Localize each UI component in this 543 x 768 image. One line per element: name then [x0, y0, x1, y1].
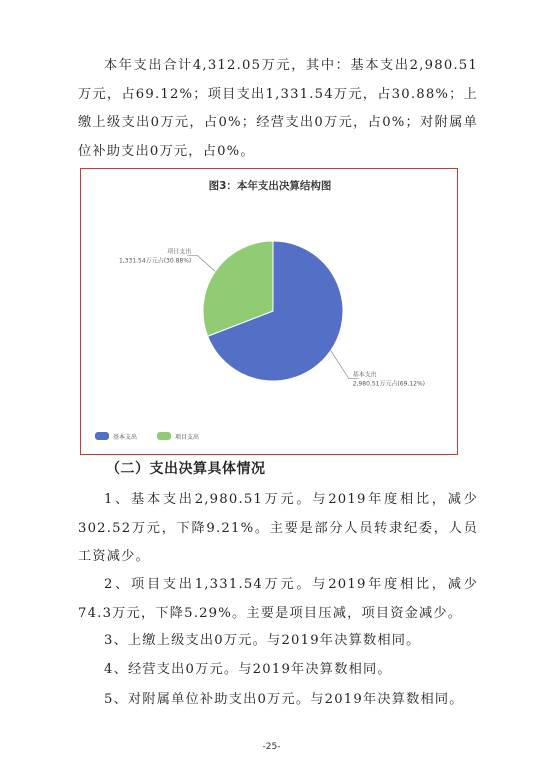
slice-label-value: 2,980.51万元占(69.12%) [352, 380, 426, 388]
legend-swatch [95, 432, 109, 440]
item-operating-expenditure: 4、经营支出0万元。与2019年决算数相同。 [104, 662, 392, 677]
slice-label-name: 项目支出 [167, 248, 192, 256]
chart-title: 图3：本年支出决算结构图 [208, 180, 332, 192]
legend-label: 项目支出 [175, 434, 200, 441]
summary-paragraph: 本年支出合计4,312.05万元，其中：基本支出2,980.51万元，占69.12%；项目支出1,331.54万元，占30.88%；上缴上级支出0万元，占0%；经营支出0万元，占0%；对附属单位补助支出0万元，占0%。 [78, 58, 478, 159]
chart-legend [95, 432, 199, 441]
slice-label-name: 基本支出 [352, 371, 377, 379]
section-heading: （二）支出决算具体情况 [106, 461, 266, 477]
pie-chart-svg [81, 169, 459, 456]
legend-swatch [157, 432, 171, 440]
label-leader-line [187, 255, 215, 271]
item-basic-expenditure: 1、基本支出2,980.51万元。与2019年度相比，减少302.52万元，下降9.21%。主要是部分人员转隶纪委，人员工资减少。 [78, 492, 478, 564]
page-number: -25- [262, 742, 281, 752]
pie-slices [203, 241, 343, 381]
item-upper-level-expenditure: 3、上缴上级支出0万元。与2019年决算数相同。 [104, 633, 421, 648]
item-project-expenditure: 2、项目支出1,331.54万元。与2019年度相比，减少74.3万元，下降5.29%。主要是项目压减，项目资金减少。 [78, 577, 478, 621]
item-subsidiary-subsidy: 5、对附属单位补助支出0万元。与2019年决算数相同。 [104, 692, 464, 707]
legend-label: 基本支出 [113, 434, 138, 441]
expenditure-structure-chart [80, 168, 458, 455]
slice-label-value: 1,331.54万元占(30.88%) [118, 257, 192, 265]
